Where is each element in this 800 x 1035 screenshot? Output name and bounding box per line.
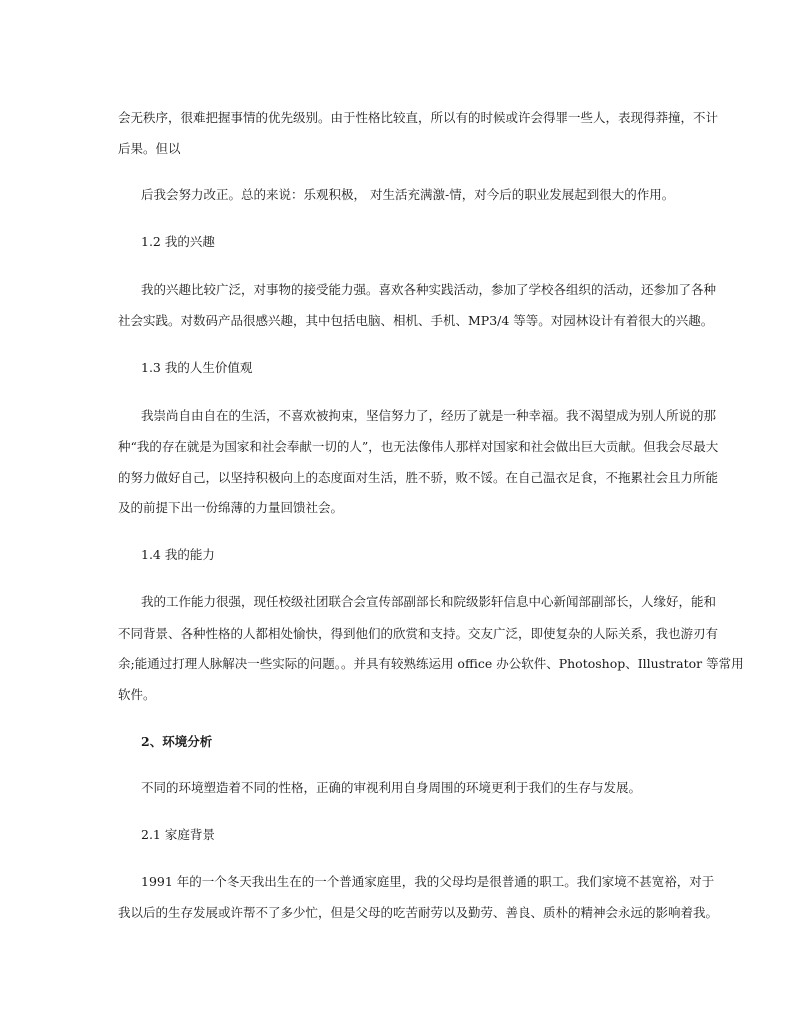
section-heading-1-3: 1.3 我的人生价值观 — [141, 360, 253, 375]
paragraph-line: 不同的环境塑造着不同的性格，正确的审视利用自身周围的环境更利于我们的生存与发展。 — [141, 780, 642, 795]
paragraph-line: 后我会努力改正。总的来说：乐观积极， 对生活充满激-情，对今后的职业发展起到很大的作用。 — [141, 187, 675, 202]
paragraph-line: 种“我的存在就是为国家和社会奉献一切的人”，也无法像伟人那样对国家和社会做出巨大贡献。但我会尽最大 — [118, 439, 719, 454]
paragraph-line: 会无秩序，很难把握事情的优先级别。由于性格比较直，所以有的时候或许会得罪一些人，表现得莽撞，不计 — [118, 110, 719, 125]
section-heading-1-2: 1.2 我的兴趣 — [141, 234, 215, 249]
paragraph-line: 不同背景、各种性格的人都相处愉快，得到他们的欣赏和支持。交友广泛，即使复杂的人际关系，我也游刃有 — [118, 626, 719, 641]
section-heading-2-1: 2.1 家庭背景 — [141, 827, 215, 842]
paragraph-line: 后果。但以 — [118, 141, 181, 156]
paragraph-line: 及的前提下出一份绵薄的力量回馈社会。 — [118, 500, 344, 515]
paragraph-line: 我的兴趣比较广泛，对事物的接受能力强。喜欢各种实践活动，参加了学校各组织的活动，还参加了各种 — [141, 282, 717, 297]
paragraph-line: 软件。 — [118, 687, 156, 702]
paragraph-line: 1991 年的一个冬天我出生在的一个普通家庭里，我的父母均是很普通的职工。我们家境不甚宽裕，对于 — [141, 874, 715, 889]
paragraph-line: 我以后的生存发展或许帮不了多少忙，但是父母的吃苦耐劳以及勤劳、善良、质朴的精神会永远的影响着我。 — [118, 905, 719, 920]
paragraph-line: 的努力做好自己，以坚持积极向上的态度面对生活，胜不骄，败不馁。在自己温衣足食，不拖累社会且力所能 — [118, 470, 719, 485]
paragraph-line: 我崇尚自由自在的生活，不喜欢被拘束，坚信努力了，经历了就是一种幸福。我不渴望成为别人所说的那 — [141, 408, 717, 423]
paragraph-line: 余;能通过打理人脉解决一些实际的问题。。并具有较熟练运用 office 办公软件、Photoshop、Illustrator 等常用 — [118, 656, 744, 671]
paragraph-line: 社会实践。对数码产品很感兴趣，其中包括电脑、相机、手机、MP3/4 等等。对园林设计有着很大的兴趣。 — [118, 313, 714, 328]
section-heading-2: 2、环境分析 — [141, 734, 213, 749]
paragraph-line: 我的工作能力很强，现任校级社团联合会宣传部副部长和院级影轩信息中心新闻部副部长，人缘好，能和 — [141, 594, 717, 609]
section-heading-1-4: 1.4 我的能力 — [141, 547, 215, 562]
